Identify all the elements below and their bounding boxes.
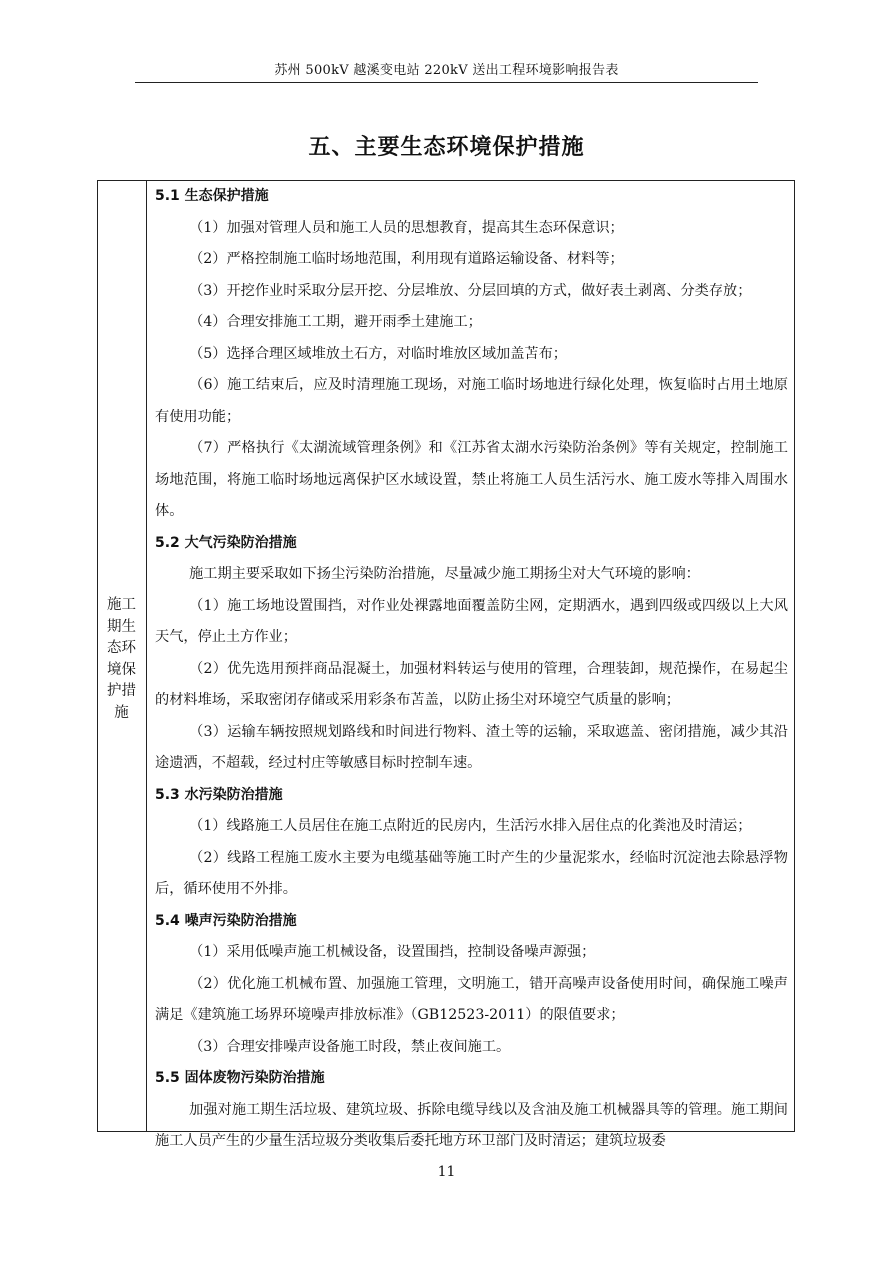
section-heading: 5.2 大气污染防治措施 bbox=[155, 534, 297, 551]
paragraph: （1）施工场地设置围挡，对作业处裸露地面覆盖防尘网，定期洒水，遇到四级或四级以上大风天气，停止土方作业； bbox=[155, 597, 788, 645]
paragraph: （2）优先选用预拌商品混凝土，加强材料转运与使用的管理，合理装卸，规范操作，在易起尘的材料堆场，采取密闭存储或采用彩条布苫盖，以防止扬尘对环境空气质量的影响； bbox=[155, 660, 788, 708]
paragraph: （2）线路工程施工废水主要为电缆基础等施工时产生的少量泥浆水，经临时沉淀池去除悬浮物后，循环使用不外排。 bbox=[155, 849, 788, 897]
row-label-construction-ecology bbox=[97, 595, 146, 724]
paragraph: （2）优化施工机械布置、加强施工管理，文明施工，错开高噪声设备使用时间，确保施工噪声满足《建筑施工场界环境噪声排放标准》（GB12523-2011）的限值要求； bbox=[155, 975, 788, 1023]
row-label-line: 期生 bbox=[107, 618, 136, 635]
row-label-line: 施 bbox=[114, 704, 129, 721]
section-heading: 5.5 固体废物污染防治措施 bbox=[155, 1070, 325, 1086]
paragraph: （3）开挖作业时采取分层开挖、分层堆放、分层回填的方式，做好表土剥离、分类存放； bbox=[189, 282, 752, 299]
measures-content bbox=[155, 181, 788, 1158]
running-header: 苏州 500kV 越溪变电站 220kV 送出工程环境影响报告表 bbox=[274, 63, 619, 78]
row-label-line: 护措 bbox=[107, 683, 136, 699]
paragraph: （4）合理安排施工工期，避开雨季土建施工； bbox=[189, 314, 482, 330]
paragraph: （1）加强对管理人员和施工人员的思想教育，提高其生态环保意识； bbox=[189, 219, 624, 236]
row-label-line: 态环 bbox=[107, 640, 136, 656]
page-title: 五、主要生态环境保护措施 bbox=[308, 135, 585, 160]
row-label-line: 施工 bbox=[107, 597, 136, 613]
paragraph: （6）施工结束后，应及时清理施工现场，对施工临时场地进行绿化处理，恢复临时占用土地原有使用功能； bbox=[155, 377, 788, 425]
paragraph: （3）合理安排噪声设备施工时段，禁止夜间施工。 bbox=[189, 1038, 511, 1055]
paragraph: （3）运输车辆按照规划路线和时间进行物料、渣土等的运输，采取遮盖、密闭措施，减少其沿途遗洒，不超载，经过村庄等敏感目标时控制车速。 bbox=[155, 723, 788, 771]
row-label-line: 境保 bbox=[107, 661, 136, 678]
paragraph: （7）严格执行《太湖流域管理条例》和《江苏省太湖水污染防治条例》等有关规定，控制施工场地范围，将施工临时场地远离保护区水域设置，禁止将施工人员生活污水、施工废水等排入周围水体。 bbox=[155, 440, 788, 519]
paragraph: 施工期主要采取如下扬尘污染防治措施，尽量减少施工期扬尘对大气环境的影响： bbox=[189, 566, 700, 582]
section-heading: 5.3 水污染防治措施 bbox=[155, 786, 283, 803]
paragraph: （5）选择合理区域堆放土石方，对临时堆放区域加盖苫布； bbox=[189, 345, 567, 362]
paragraph: （2）严格控制施工临时场地范围，利用现有道路运输设备、材料等； bbox=[189, 251, 624, 267]
paragraph: （1）线路施工人员居住在施工点附近的民房内，生活污水排入居住点的化粪池及时清运； bbox=[189, 818, 752, 834]
paragraph: 加强对施工期生活垃圾、建筑垃圾、拆除电缆导线以及含油及施工机械器具等的管理。施工期间施工人员产生的少量生活垃圾分类收集后委托地方环卫部门及时清运；建筑垃圾委 bbox=[155, 1101, 788, 1149]
section-heading: 5.1 生态保护措施 bbox=[155, 188, 269, 204]
section-heading: 5.4 噪声污染防治措施 bbox=[155, 912, 297, 929]
paragraph: （1）采用低噪声施工机械设备，设置围挡，控制设备噪声源强； bbox=[189, 944, 596, 960]
page-number: 11 bbox=[437, 1164, 456, 1180]
table-column-divider bbox=[146, 180, 147, 1132]
header-rule bbox=[135, 82, 758, 83]
